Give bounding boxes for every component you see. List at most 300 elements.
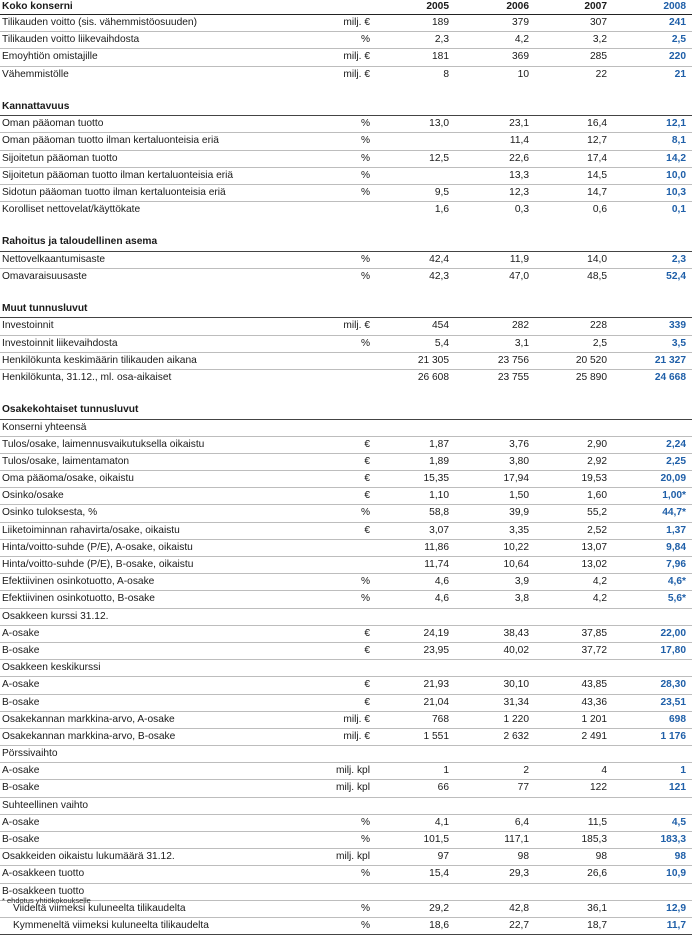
value-2006: 3,76 bbox=[509, 438, 529, 450]
row-label: Osakkeen keskikurssi bbox=[2, 662, 101, 674]
unit-cell: € bbox=[364, 455, 370, 467]
row-label: Kannattavuus bbox=[2, 100, 70, 112]
year-header-2005: 2005 bbox=[426, 1, 449, 12]
table-row bbox=[0, 133, 692, 150]
value-2008: 52,4 bbox=[666, 270, 686, 282]
value-2005: 21 305 bbox=[417, 354, 449, 366]
value-2008: 21 327 bbox=[654, 354, 686, 366]
unit-cell: € bbox=[364, 438, 370, 450]
unit-cell: € bbox=[364, 627, 370, 639]
value-2007: 43,85 bbox=[581, 679, 607, 691]
row-label: Efektiivinen osinkotuotto, B-osake bbox=[2, 593, 155, 605]
row-label: Investoinnit bbox=[2, 320, 54, 332]
value-2008: 11,7 bbox=[666, 919, 686, 931]
value-2005: 189 bbox=[432, 17, 449, 28]
table-row bbox=[0, 49, 692, 66]
value-2008: 7,96 bbox=[666, 559, 686, 570]
row-label: Henkilökunta, 31.12., ml. osa-aikaiset bbox=[2, 371, 172, 383]
row-label: Tulos/osake, laimentamaton bbox=[2, 455, 130, 467]
row-label: A-osakkeen tuotto bbox=[2, 868, 85, 880]
unit-cell: % bbox=[360, 34, 370, 46]
value-2007: 14,5 bbox=[587, 169, 607, 181]
table-row bbox=[0, 901, 692, 918]
value-2008: 4,5 bbox=[671, 816, 686, 828]
footnote: * ehdotus yhtiökokoukselle bbox=[2, 896, 91, 905]
value-2008: 1,00* bbox=[662, 490, 686, 502]
value-2005: 11,86 bbox=[424, 541, 449, 553]
value-2008: 2,25 bbox=[666, 455, 686, 467]
table-row bbox=[0, 677, 692, 694]
row-label: B-osakkeen tuotto bbox=[2, 885, 85, 897]
subsection-label bbox=[0, 609, 692, 626]
value-2006: 77 bbox=[517, 782, 529, 794]
row-label: B-osake bbox=[2, 696, 40, 708]
table-row bbox=[0, 32, 692, 49]
unit-cell: % bbox=[360, 868, 370, 880]
value-2006: 117,1 bbox=[504, 834, 529, 845]
row-label: Oma pääoma/osake, oikaistu bbox=[2, 473, 134, 485]
table-row bbox=[0, 918, 692, 935]
value-2008: 12,1 bbox=[666, 118, 686, 130]
unit-cell: € bbox=[364, 644, 370, 656]
unit-cell: % bbox=[360, 118, 370, 130]
value-2008: 1 176 bbox=[660, 730, 686, 742]
value-2005: 29,2 bbox=[429, 902, 449, 914]
spacer-row bbox=[0, 83, 692, 99]
row-label: Investoinnit liikevaihdosta bbox=[2, 337, 118, 349]
table-header-row bbox=[0, 0, 692, 15]
value-2007: 22 bbox=[595, 68, 607, 80]
unit-cell: % bbox=[360, 135, 370, 147]
table-row bbox=[0, 626, 692, 643]
value-2006: 23 755 bbox=[497, 371, 529, 383]
value-2005: 3,07 bbox=[429, 524, 449, 536]
value-2008: 1 bbox=[680, 765, 686, 777]
value-2008: 2,3 bbox=[671, 253, 686, 265]
value-2006: 23 756 bbox=[497, 354, 529, 366]
table-row bbox=[0, 695, 692, 712]
value-2006: 2 bbox=[523, 765, 529, 777]
row-label: B-osake bbox=[2, 644, 40, 656]
section-heading bbox=[0, 99, 692, 116]
value-2007: 2,52 bbox=[587, 524, 607, 536]
unit-cell: € bbox=[364, 490, 370, 502]
value-2005: 12,5 bbox=[429, 152, 449, 164]
table-row bbox=[0, 866, 692, 883]
subsection-label bbox=[0, 746, 692, 763]
unit-cell: % bbox=[360, 593, 370, 605]
value-2007: 25 890 bbox=[575, 371, 607, 383]
value-2008: 28,30 bbox=[660, 679, 686, 691]
subsection-label bbox=[0, 798, 692, 815]
table-row bbox=[0, 437, 692, 454]
value-2008: 698 bbox=[669, 713, 686, 725]
section-heading bbox=[0, 402, 692, 419]
row-label: A-osake bbox=[2, 627, 40, 639]
unit-cell: % bbox=[360, 576, 370, 588]
row-label: Rahoitus ja taloudellinen asema bbox=[2, 236, 158, 248]
value-2006: 282 bbox=[512, 320, 529, 332]
unit-cell: % bbox=[360, 902, 370, 914]
row-label: Tulos/osake, laimennusvaikutuksella oikaistu bbox=[2, 438, 205, 450]
subsection-label bbox=[0, 660, 692, 677]
value-2007: 4,2 bbox=[592, 576, 607, 588]
year-header-2007: 2007 bbox=[584, 1, 607, 12]
value-2006: 3,80 bbox=[509, 455, 529, 467]
row-label: Osakkeiden oikaistu lukumäärä 31.12. bbox=[2, 851, 175, 863]
unit-cell: € bbox=[364, 473, 370, 485]
section-heading bbox=[0, 301, 692, 318]
unit-cell: milj. kpl bbox=[336, 851, 370, 863]
table-title: Koko konserni bbox=[2, 1, 73, 12]
value-2005: 18,6 bbox=[429, 919, 449, 931]
value-2006: 3,8 bbox=[514, 593, 529, 605]
value-2007: 1 201 bbox=[581, 713, 607, 725]
table-row bbox=[0, 168, 692, 185]
row-label: B-osake bbox=[2, 782, 40, 794]
unit-cell: % bbox=[360, 337, 370, 349]
table-row bbox=[0, 832, 692, 849]
row-label: Pörssivaihto bbox=[2, 748, 58, 760]
table-row bbox=[0, 815, 692, 832]
value-2008: 12,9 bbox=[666, 902, 686, 914]
value-2005: 23,95 bbox=[423, 644, 449, 656]
value-2007: 0,6 bbox=[592, 204, 607, 216]
value-2005: 1,89 bbox=[429, 455, 449, 467]
table-row bbox=[0, 67, 692, 83]
table-row bbox=[0, 574, 692, 591]
unit-cell: milj. € bbox=[343, 730, 370, 742]
value-2005: 1,6 bbox=[434, 204, 449, 216]
table-row bbox=[0, 15, 692, 32]
value-2006: 17,94 bbox=[503, 473, 529, 485]
value-2007: 1,60 bbox=[587, 490, 607, 502]
value-2006: 11,4 bbox=[509, 135, 529, 147]
value-2008: 220 bbox=[669, 51, 686, 63]
value-2007: 26,6 bbox=[587, 868, 607, 880]
value-2008: 2,24 bbox=[666, 438, 686, 450]
unit-cell: % bbox=[360, 507, 370, 519]
value-2007: 98 bbox=[595, 851, 607, 863]
value-2006: 1 220 bbox=[503, 713, 529, 725]
value-2005: 21,04 bbox=[423, 696, 449, 708]
value-2008: 3,5 bbox=[671, 337, 686, 349]
value-2007: 11,5 bbox=[587, 816, 607, 828]
value-2006: 31,34 bbox=[503, 696, 529, 708]
value-2006: 0,3 bbox=[514, 204, 529, 216]
value-2007: 13,02 bbox=[581, 559, 607, 570]
value-2007: 185,3 bbox=[581, 834, 607, 845]
value-2007: 228 bbox=[590, 320, 607, 332]
value-2005: 97 bbox=[437, 851, 449, 863]
row-label: Oman pääoman tuotto ilman kertaluonteisia eriä bbox=[2, 135, 219, 147]
row-label: Oman pääoman tuotto bbox=[2, 118, 104, 130]
table-row bbox=[0, 712, 692, 729]
table-row bbox=[0, 370, 692, 386]
value-2008: 10,9 bbox=[666, 868, 686, 880]
value-2008: 21 bbox=[674, 68, 686, 80]
value-2005: 15,35 bbox=[423, 473, 449, 485]
row-label: Efektiivinen osinkotuotto, A-osake bbox=[2, 576, 155, 588]
value-2008: 241 bbox=[669, 17, 686, 28]
year-header-2006: 2006 bbox=[506, 1, 529, 12]
row-label: A-osake bbox=[2, 816, 40, 828]
value-2005: 5,4 bbox=[434, 337, 449, 349]
unit-cell: milj. € bbox=[343, 51, 370, 63]
value-2006: 98 bbox=[517, 851, 529, 863]
value-2007: 2,90 bbox=[587, 438, 607, 450]
value-2007: 3,2 bbox=[592, 34, 607, 46]
value-2007: 307 bbox=[590, 17, 607, 28]
table-row bbox=[0, 763, 692, 780]
unit-cell: % bbox=[360, 270, 370, 282]
value-2008: 183,3 bbox=[660, 834, 686, 845]
value-2006: 38,43 bbox=[503, 627, 529, 639]
row-label: Emoyhtiön omistajille bbox=[2, 51, 98, 63]
value-2005: 4,6 bbox=[434, 576, 449, 588]
value-2005: 58,8 bbox=[429, 507, 449, 519]
value-2006: 23,1 bbox=[509, 118, 529, 130]
value-2005: 4,6 bbox=[434, 593, 449, 605]
row-label: Sijoitetun pääoman tuotto bbox=[2, 152, 118, 164]
value-2005: 11,74 bbox=[424, 559, 449, 570]
row-label: Omavaraisuusaste bbox=[2, 270, 87, 282]
unit-cell: % bbox=[360, 834, 370, 845]
value-2006: 369 bbox=[512, 51, 529, 63]
value-2006: 10,64 bbox=[503, 559, 529, 570]
row-label: Tilikauden voitto (sis. vähemmistöosuuden) bbox=[2, 17, 197, 28]
value-2008: 121 bbox=[669, 782, 686, 794]
value-2005: 24,19 bbox=[423, 627, 449, 639]
table-row bbox=[0, 780, 692, 797]
table-row bbox=[0, 116, 692, 133]
table-row bbox=[0, 643, 692, 660]
value-2005: 13,0 bbox=[429, 118, 449, 130]
value-2006: 29,3 bbox=[509, 868, 529, 880]
value-2008: 22,00 bbox=[660, 627, 686, 639]
row-label: Hinta/voitto-suhde (P/E), A-osake, oikaistu bbox=[2, 541, 193, 553]
row-label: Tilikauden voitto liikevaihdosta bbox=[2, 34, 140, 46]
value-2006: 13,3 bbox=[509, 169, 529, 181]
table-row bbox=[0, 488, 692, 505]
value-2008: 44,7* bbox=[662, 507, 686, 519]
row-label: Vähemmistölle bbox=[2, 68, 69, 80]
unit-cell: € bbox=[364, 524, 370, 536]
value-2007: 48,5 bbox=[587, 270, 607, 282]
value-2007: 55,2 bbox=[587, 507, 607, 519]
value-2005: 1 551 bbox=[423, 730, 449, 742]
value-2006: 11,9 bbox=[509, 253, 529, 265]
value-2008: 5,6* bbox=[667, 593, 686, 605]
value-2006: 4,2 bbox=[514, 34, 529, 46]
table-row bbox=[0, 540, 692, 557]
value-2006: 47,0 bbox=[509, 270, 529, 282]
value-2008: 0,1 bbox=[671, 204, 686, 216]
row-label: Liiketoiminnan rahavirta/osake, oikaistu bbox=[2, 524, 180, 536]
value-2007: 4 bbox=[601, 765, 607, 777]
value-2006: 3,9 bbox=[514, 576, 529, 588]
row-label: Hinta/voitto-suhde (P/E), B-osake, oikaistu bbox=[2, 559, 194, 570]
row-label: Sijoitetun pääoman tuotto ilman kertaluonteisia eriä bbox=[2, 169, 234, 181]
value-2007: 2,5 bbox=[592, 337, 607, 349]
value-2007: 37,72 bbox=[581, 644, 607, 656]
value-2005: 15,4 bbox=[429, 868, 449, 880]
unit-cell: % bbox=[360, 152, 370, 164]
value-2006: 379 bbox=[512, 17, 529, 28]
spacer-row bbox=[0, 386, 692, 402]
row-label: Osinko/osake bbox=[2, 490, 64, 502]
value-2005: 1,10 bbox=[429, 490, 449, 502]
value-2006: 22,7 bbox=[509, 919, 529, 931]
value-2005: 42,3 bbox=[429, 270, 449, 282]
value-2008: 4,6* bbox=[667, 576, 686, 588]
table-row bbox=[0, 557, 692, 574]
value-2005: 454 bbox=[432, 320, 449, 332]
value-2008: 10,0 bbox=[666, 169, 686, 181]
value-2006: 12,3 bbox=[509, 186, 529, 198]
table-row bbox=[0, 151, 692, 168]
value-2005: 26 608 bbox=[417, 371, 449, 383]
value-2008: 98 bbox=[674, 851, 686, 863]
table-row bbox=[0, 505, 692, 522]
value-2006: 42,8 bbox=[509, 902, 529, 914]
row-label: Korolliset nettovelat/käyttökate bbox=[2, 204, 141, 216]
section-heading bbox=[0, 234, 692, 251]
row-label: Nettovelkaantumisaste bbox=[2, 253, 106, 265]
row-label: Konserni yhteensä bbox=[2, 421, 87, 433]
value-2008: 9,84 bbox=[666, 541, 686, 553]
value-2007: 4,2 bbox=[592, 593, 607, 605]
table-row bbox=[0, 252, 692, 269]
value-2008: 1,37 bbox=[666, 524, 686, 536]
value-2007: 36,1 bbox=[587, 902, 607, 914]
unit-cell: % bbox=[360, 816, 370, 828]
value-2005: 42,4 bbox=[429, 253, 449, 265]
value-2005: 101,5 bbox=[423, 834, 449, 845]
table-row bbox=[0, 454, 692, 471]
value-2007: 19,53 bbox=[581, 473, 607, 485]
unit-cell: € bbox=[364, 696, 370, 708]
value-2007: 17,4 bbox=[587, 152, 607, 164]
spacer-row bbox=[0, 218, 692, 234]
value-2007: 18,7 bbox=[587, 919, 607, 931]
row-label: Kymmeneltä viimeksi kuluneelta tilikaudelta bbox=[13, 919, 209, 931]
value-2007: 14,0 bbox=[587, 253, 607, 265]
value-2008: 23,51 bbox=[660, 696, 686, 708]
unit-cell: % bbox=[360, 253, 370, 265]
unit-cell: % bbox=[360, 186, 370, 198]
row-label: Henkilökunta keskimäärin tilikauden aikana bbox=[2, 354, 197, 366]
unit-cell: € bbox=[364, 679, 370, 691]
value-2007: 13,07 bbox=[581, 541, 607, 553]
value-2006: 10,22 bbox=[503, 541, 529, 553]
value-2007: 14,7 bbox=[587, 186, 607, 198]
table-row bbox=[0, 269, 692, 285]
value-2005: 1,87 bbox=[429, 438, 449, 450]
row-label: Muut tunnusluvut bbox=[2, 303, 88, 315]
value-2006: 22,6 bbox=[509, 152, 529, 164]
table-row bbox=[0, 591, 692, 608]
value-2006: 40,02 bbox=[503, 644, 529, 656]
value-2007: 2,92 bbox=[587, 455, 607, 467]
value-2007: 37,85 bbox=[581, 627, 607, 639]
table-row bbox=[0, 202, 692, 218]
unit-cell: milj. kpl bbox=[336, 765, 370, 777]
row-label: Osinko tuloksesta, % bbox=[2, 507, 98, 519]
table-row bbox=[0, 523, 692, 540]
value-2007: 20 520 bbox=[575, 354, 607, 366]
value-2005: 21,93 bbox=[423, 679, 449, 691]
value-2005: 181 bbox=[432, 51, 449, 63]
table-row bbox=[0, 729, 692, 746]
table-row bbox=[0, 849, 692, 866]
value-2005: 8 bbox=[443, 68, 449, 80]
table-row bbox=[0, 353, 692, 370]
unit-cell: milj. € bbox=[343, 17, 370, 28]
unit-cell: milj. € bbox=[343, 320, 370, 332]
year-header-2008: 2008 bbox=[663, 1, 686, 12]
row-label: Viideltä viimeksi kuluneelta tilikaudelta bbox=[13, 902, 186, 914]
value-2005: 2,3 bbox=[434, 34, 449, 46]
value-2006: 39,9 bbox=[509, 507, 529, 519]
value-2008: 2,5 bbox=[671, 34, 686, 46]
value-2008: 20,09 bbox=[660, 473, 686, 485]
value-2007: 122 bbox=[590, 782, 607, 794]
value-2006: 2 632 bbox=[503, 730, 529, 742]
row-label: A-osake bbox=[2, 765, 40, 777]
value-2008: 17,80 bbox=[660, 644, 686, 656]
row-label: Suhteellinen vaihto bbox=[2, 799, 89, 811]
table-row bbox=[0, 185, 692, 202]
value-2006: 30,10 bbox=[503, 679, 529, 691]
value-2005: 9,5 bbox=[434, 186, 449, 198]
value-2006: 1,50 bbox=[509, 490, 529, 502]
value-2007: 2 491 bbox=[581, 730, 607, 742]
unit-cell: % bbox=[360, 169, 370, 181]
row-label: Osakekannan markkina-arvo, A-osake bbox=[2, 713, 175, 725]
value-2007: 43,36 bbox=[581, 696, 607, 708]
subsection-label bbox=[0, 884, 692, 901]
value-2006: 6,4 bbox=[514, 816, 529, 828]
row-label: Osakekohtaiset tunnusluvut bbox=[2, 404, 139, 416]
subsection-label bbox=[0, 420, 692, 437]
value-2006: 3,35 bbox=[509, 524, 529, 536]
value-2007: 16,4 bbox=[587, 118, 607, 130]
value-2006: 10 bbox=[517, 68, 529, 80]
row-label: Osakekannan markkina-arvo, B-osake bbox=[2, 730, 176, 742]
value-2005: 768 bbox=[432, 713, 449, 725]
table-row bbox=[0, 471, 692, 488]
row-label: Sidotun pääoman tuotto ilman kertaluonteisia eriä bbox=[2, 186, 226, 198]
row-label: B-osake bbox=[2, 834, 40, 845]
value-2008: 14,2 bbox=[666, 152, 686, 164]
unit-cell: milj. € bbox=[343, 713, 370, 725]
value-2007: 12,7 bbox=[587, 135, 607, 147]
unit-cell: % bbox=[360, 919, 370, 931]
unit-cell: milj. kpl bbox=[336, 782, 370, 794]
row-label: A-osake bbox=[2, 679, 40, 691]
table-row bbox=[0, 318, 692, 335]
value-2005: 1 bbox=[443, 765, 449, 777]
row-label: Osakkeen kurssi 31.12. bbox=[2, 610, 109, 622]
table-row bbox=[0, 336, 692, 353]
spacer-row bbox=[0, 285, 692, 301]
value-2008: 8,1 bbox=[671, 135, 686, 147]
value-2005: 4,1 bbox=[434, 816, 449, 828]
value-2007: 285 bbox=[590, 51, 607, 63]
unit-cell: milj. € bbox=[343, 68, 370, 80]
value-2008: 339 bbox=[669, 320, 686, 332]
